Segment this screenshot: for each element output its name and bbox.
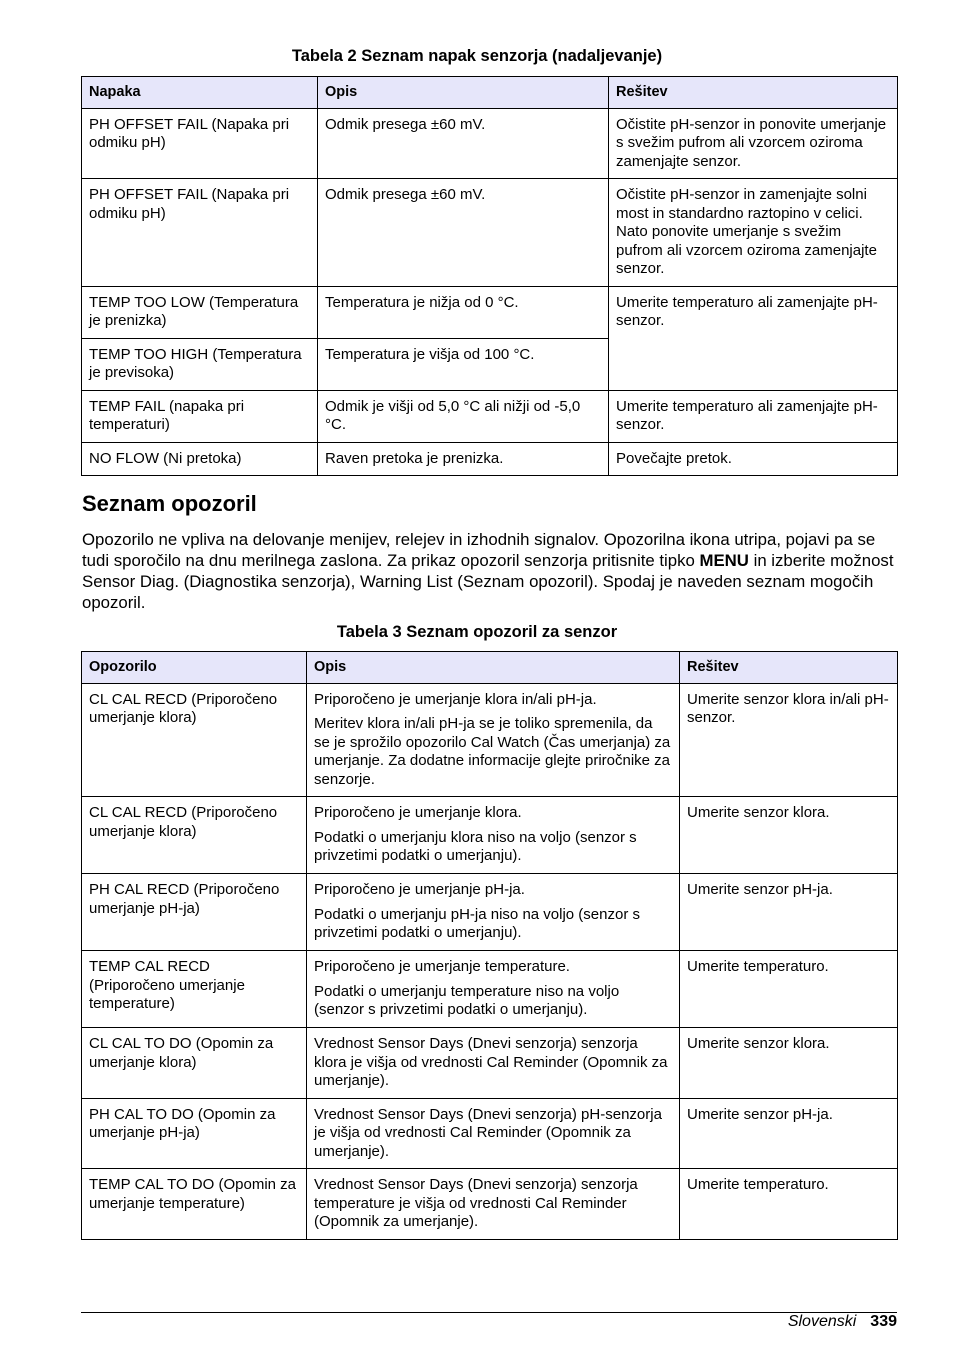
table-cell: Vrednost Sensor Days (Dnevi senzorja) senzorja klora je višja od vrednosti Cal Reminder (Opomnik za umerjanje).	[307, 1028, 680, 1099]
table-cell: TEMP TOO LOW (Temperatura je prenizka)	[82, 286, 318, 338]
intro-paragraph	[82, 529, 902, 613]
description-line: Priporočeno je umerjanje klora in/ali pH-ja.	[314, 690, 597, 708]
description-detail: Podatki o umerjanju temperature niso na voljo (senzor s privzetimi podatki o umerjanju).	[314, 982, 620, 1018]
table-row	[82, 179, 898, 287]
table3-caption: Tabela 3 Seznam opozoril za senzor	[336, 623, 618, 641]
table-cell: TEMP TOO HIGH (Temperatura je previsoka)	[82, 338, 318, 390]
column-header: Rešitev	[680, 652, 898, 684]
table-cell: TEMP FAIL (napaka pri temperaturi)	[82, 390, 318, 442]
table-cell: Umerite temperaturo.	[680, 951, 898, 1028]
table-cell: Odmik presega ±60 mV.	[318, 179, 609, 287]
table-cell: PH OFFSET FAIL (Napaka pri odmiku pH)	[82, 179, 318, 287]
table-cell: Umerite senzor klora.	[680, 1028, 898, 1099]
table-cell: NO FLOW (Ni pretoka)	[82, 442, 318, 476]
table-cell: Vrednost Sensor Days (Dnevi senzorja) pH-senzorja je višja od vrednosti Cal Reminder (Opomnik za umerjanje).	[307, 1098, 680, 1169]
table-cell: Umerite senzor pH-ja.	[680, 1098, 898, 1169]
table-row	[82, 108, 898, 179]
table-cell: Umerite temperaturo ali zamenjajte pH-senzor.	[609, 286, 898, 390]
table2-caption: Tabela 2 Seznam napak senzorja (nadaljevanje)	[291, 47, 663, 65]
table-cell: TEMP CAL RECD (Priporočeno umerjanje temperature)	[82, 951, 307, 1028]
description-line: Priporočeno je umerjanje klora.	[314, 804, 522, 821]
column-header: Opozorilo	[82, 652, 307, 684]
table-row	[82, 951, 898, 1028]
table-cell: Umerite senzor klora in/ali pH-senzor.	[680, 683, 898, 797]
column-header: Opis	[307, 652, 680, 684]
table-cell: CL CAL TO DO (Opomin za umerjanje klora)	[82, 1028, 307, 1099]
table-row	[82, 442, 898, 476]
intro-text: in izberite možnost Sensor Diag. (Diagnostika senzorja), Warning List (Seznam opozoril). Spodaj je naveden seznam mogočih opozoril.	[82, 551, 894, 612]
table-cell	[307, 951, 680, 1028]
table-cell: Odmik je višji od 5,0 °C ali nižji od -5,0 °C.	[318, 390, 609, 442]
table-cell: Očistite pH-senzor in ponovite umerjanje s svežim pufrom ali vzorcem oziroma zamenjajte senzor.	[609, 108, 898, 179]
table-cell: Odmik presega ±60 mV.	[318, 108, 609, 179]
table-cell: Umerite senzor klora.	[680, 797, 898, 874]
section-heading: Seznam opozoril	[82, 491, 257, 516]
page-footer	[788, 1313, 897, 1331]
table-cell: CL CAL RECD (Priporočeno umerjanje klora)	[82, 683, 307, 797]
description-detail: Podatki o umerjanju klora niso na voljo (senzor s privzetimi podatki o umerjanju).	[314, 828, 637, 864]
table-row	[82, 286, 898, 338]
table-row	[82, 1098, 898, 1169]
table-cell: Očistite pH-senzor in zamenjajte solni most in standardno raztopino v celici. Nato ponovite umerjanje s svežim pufrom ali vzorcem oziroma zamenjajte senzor.	[609, 179, 898, 287]
table-row	[82, 874, 898, 951]
table-row	[82, 390, 898, 442]
table-row	[82, 1169, 898, 1240]
table-cell	[307, 683, 680, 797]
table-header-row	[82, 652, 898, 684]
table-row	[82, 1028, 898, 1099]
intro-text: Opozorilo ne vpliva na delovanje menijev, relejev in izhodnih signalov. Opozorilna ikona utripa, pojavi pa se tudi sporočilo na dnu merilnega zaslona. Za prikaz opozoril senzorja pritisnite tipko	[82, 530, 876, 570]
table-row	[82, 683, 898, 797]
description-line: Priporočeno je umerjanje temperature.	[314, 958, 570, 975]
column-header: Opis	[318, 77, 609, 109]
table-cell: PH CAL TO DO (Opomin za umerjanje pH-ja)	[82, 1098, 307, 1169]
table-cell	[307, 797, 680, 874]
table-cell: Temperatura je nižja od 0 °C.	[318, 286, 609, 338]
table-cell: Umerite temperaturo.	[680, 1169, 898, 1240]
table-cell: Temperatura je višja od 100 °C.	[318, 338, 609, 390]
column-header: Rešitev	[609, 77, 898, 109]
footer-rule	[81, 1312, 897, 1313]
table-cell: CL CAL RECD (Priporočeno umerjanje klora)	[82, 797, 307, 874]
table-cell: Raven pretoka je prenizka.	[318, 442, 609, 476]
table-cell: PH OFFSET FAIL (Napaka pri odmiku pH)	[82, 108, 318, 179]
table-header-row	[82, 77, 898, 109]
table-cell: Umerite senzor pH-ja.	[680, 874, 898, 951]
table-cell: Umerite temperaturo ali zamenjajte pH-senzor.	[609, 390, 898, 442]
column-header: Napaka	[82, 77, 318, 109]
footer-language: Slovenski	[787, 1313, 857, 1330]
description-detail: Meritev klora in/ali pH-ja se je toliko spremenila, da se je sprožilo opozorilo Cal Watch (Čas umerjanja) za umerjanje. Za dodatne informacije glejte priročnike za senzorje.	[314, 715, 671, 788]
table-cell: Vrednost Sensor Days (Dnevi senzorja) senzorja temperature je višja od vrednosti Cal Reminder (Opomnik za umerjanje).	[307, 1169, 680, 1240]
page-number: 339	[870, 1313, 897, 1330]
table-cell: PH CAL RECD (Priporočeno umerjanje pH-ja)	[82, 874, 307, 951]
table-cell	[307, 874, 680, 951]
menu-key-label: MENU	[699, 551, 749, 570]
table-cell: TEMP CAL TO DO (Opomin za umerjanje temperature)	[82, 1169, 307, 1240]
table-row	[82, 797, 898, 874]
error-table	[81, 76, 898, 476]
table-cell: Povečajte pretok.	[609, 442, 898, 476]
description-detail: Podatki o umerjanju pH-ja niso na voljo (senzor s privzetimi podatki o umerjanju).	[314, 905, 640, 941]
description-line: Priporočeno je umerjanje pH-ja.	[314, 881, 525, 898]
warning-table	[81, 651, 898, 1240]
